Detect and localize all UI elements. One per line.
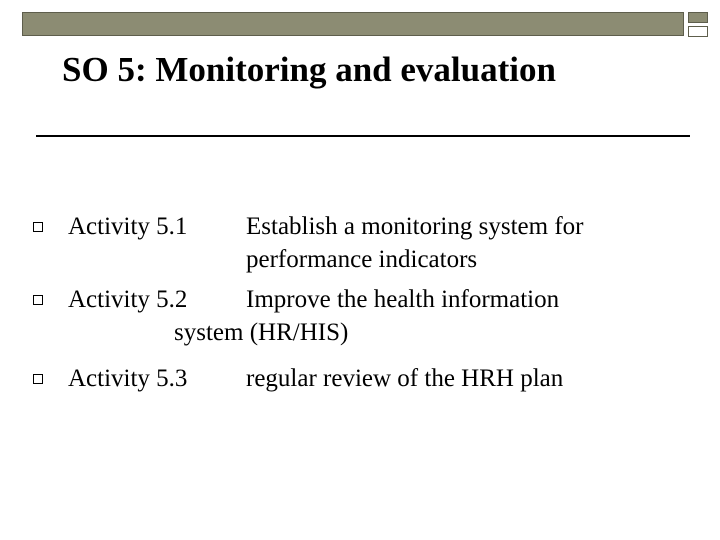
activity-description-continued: performance indicators xyxy=(246,246,478,273)
bullet-icon xyxy=(33,222,43,232)
slide-title: SO 5: Monitoring and evaluation xyxy=(62,50,556,89)
activity-description: regular review of the HRH plan xyxy=(246,365,564,392)
corner-square-outline xyxy=(688,26,708,37)
activity-label: Activity 5.2 xyxy=(68,286,188,313)
activity-label: Activity 5.3 xyxy=(68,365,188,392)
activity-description: Establish a monitoring system for xyxy=(246,213,584,240)
bullet-icon xyxy=(33,374,43,384)
activity-label: Activity 5.1 xyxy=(68,213,188,240)
activity-description-continued: system (HR/HIS) xyxy=(174,319,349,346)
activity-description: Improve the health information xyxy=(246,286,560,313)
header-bar xyxy=(22,12,684,36)
corner-square-filled xyxy=(688,12,708,23)
bullet-icon xyxy=(33,295,43,305)
title-divider xyxy=(36,135,690,137)
